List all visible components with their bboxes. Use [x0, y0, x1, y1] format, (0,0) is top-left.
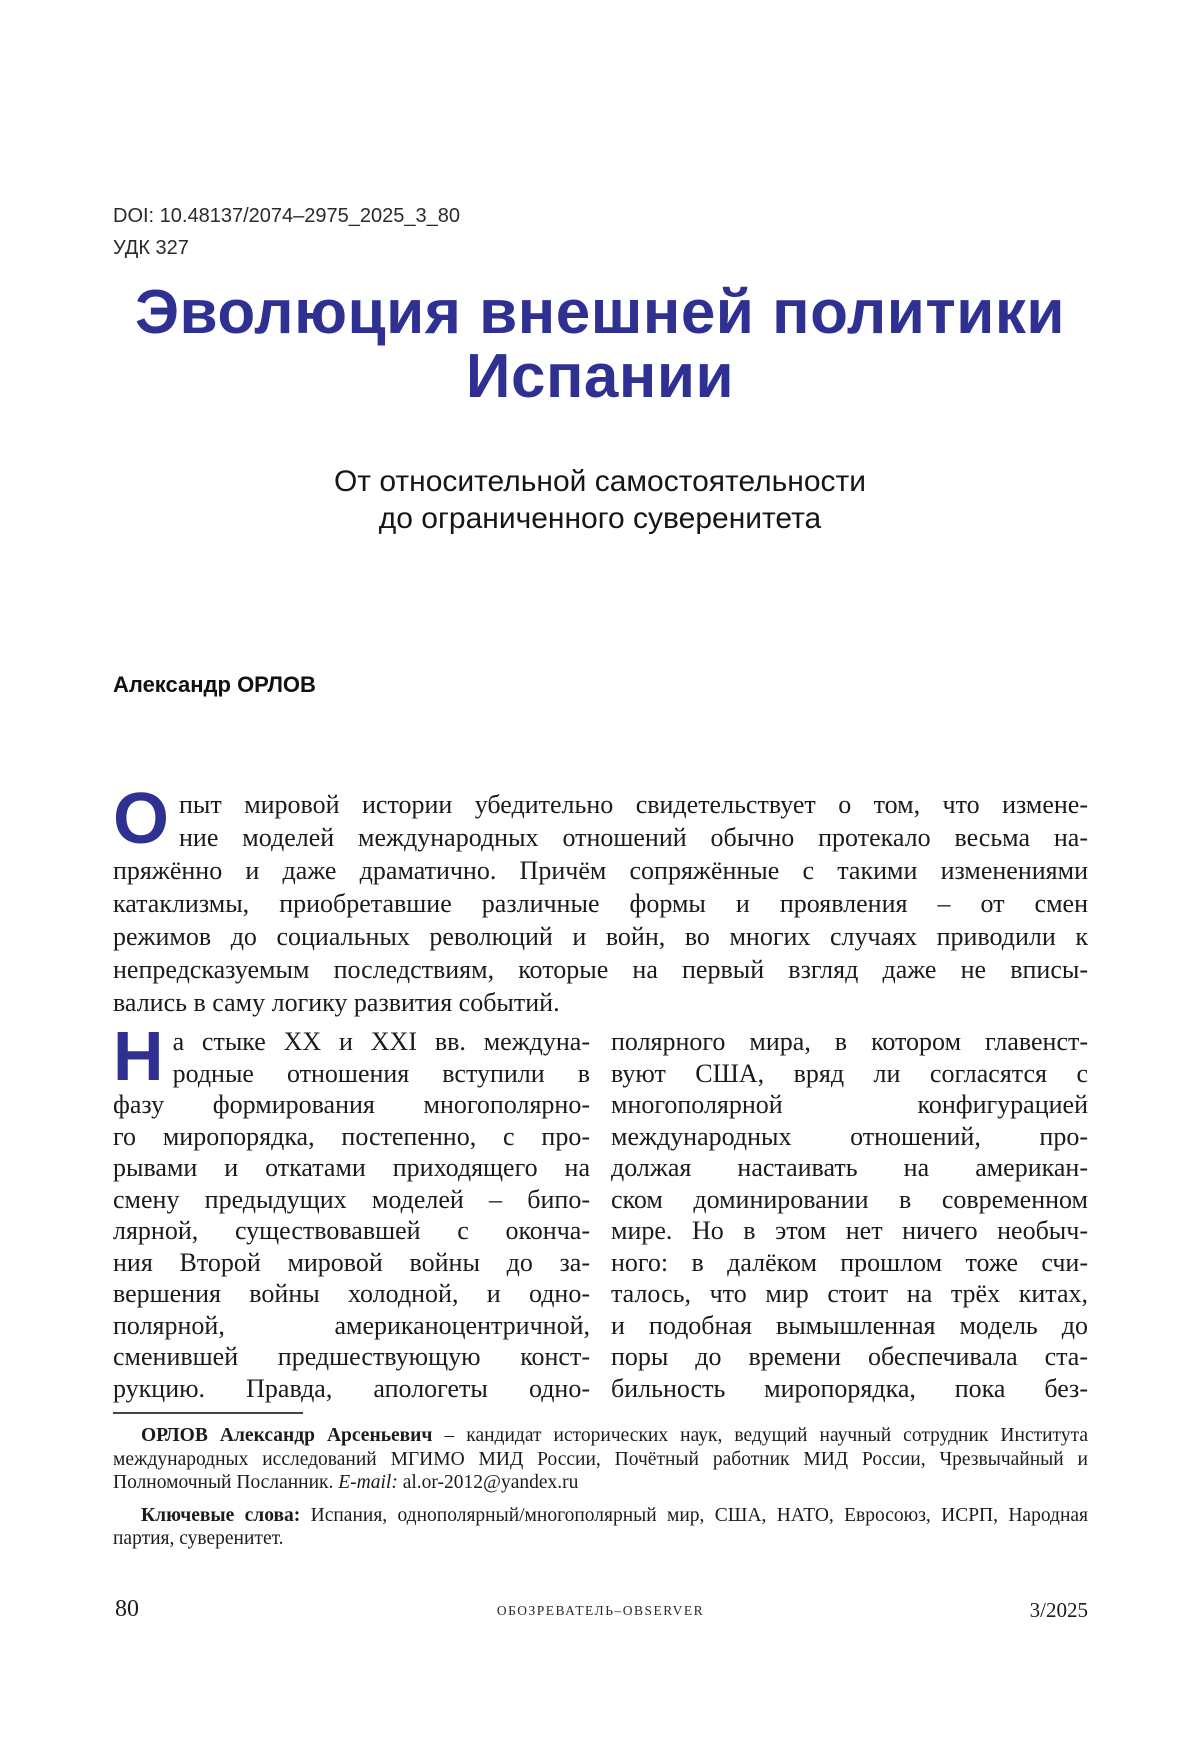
- keywords-paragraph: [113, 1504, 1088, 1551]
- author-name: Александр ОРЛОВ: [113, 672, 316, 697]
- footnote-author-name: ОРЛОВ Александр Арсеньевич: [141, 1425, 433, 1446]
- footer-issue: 3/2025: [1029, 1598, 1088, 1622]
- footnote-author-paragraph: [113, 1424, 1088, 1495]
- two-column-text: [113, 1017, 1088, 1404]
- footer-journal-name: ОБОЗРЕВАТЕЛЬ–OBSERVER: [496, 1603, 705, 1618]
- footnote-block: [113, 1412, 1088, 1551]
- article-subtitle: [0, 463, 1200, 537]
- lead-lines: пыт мировой истории убедительно свидетельствует о том, что измене- ние моделей международных отношений обычно протекало весьма на- пряжённо и даже драматично. Причём сопряжённые с такими изменениями катаклизмы, приобретавшие различные формы и проявления – от смен режимов до социальных революций и войн, во многих случаях приводили к непредсказуемым последствиям, которые на первый взгляд даже не вписы- вались в саму логику развития событий.: [113, 790, 1088, 1017]
- column-right: [611, 1026, 1088, 1404]
- title-line-1: Эволюция внешней политики: [134, 278, 1066, 347]
- title-line-2: Испании: [465, 342, 735, 411]
- footnote-email-value: al.or-2012@yandex.ru: [397, 1472, 579, 1493]
- footer-page-number: 80: [115, 1596, 139, 1622]
- left-column-dropcap: Н: [113, 1017, 164, 1095]
- left-column-lines: а стыке XX и XXI вв. междуна- родные отношения вступили в фазу формирования многополярно- го миропорядка, постепенно, с про- рывами и откатами приходящего на смену предыдущих моделей – бипо- лярной, существовавшей с оконча- ния Второй мировой войны до за- вершения войны холодной, и одно- полярной, американоцентричной, сменившей предшествующую конст- рукцию. Правда, апологеты одно-: [113, 1027, 590, 1403]
- lead-dropcap: О: [113, 779, 170, 859]
- subtitle-line-2: до ограниченного суверенитета: [378, 502, 822, 535]
- keywords-label: Ключевые слова:: [141, 1504, 301, 1526]
- keywords-text: Испания, однополярный/многополярный мир, США, НАТО, Евросоюз, ИСРП, Народная партия, суверенитет.: [113, 1504, 1089, 1549]
- footnote-rule: [113, 1412, 303, 1414]
- udk-line: УДК 327: [113, 237, 189, 259]
- right-column-lines: полярного мира, в котором главенст- вуют США, вряд ли согласятся с многополярной конфигурацией международных отношений, про- должая настаивать на американ- ском доминировании в современном мире. Но в этом нет ничего необыч- ного: в далёком прошлом тоже счи- талось, что мир стоит на трёх китах, и подобная вымышленная модель до поры до времени обеспечивала ста- бильность миропорядка, пока без-: [611, 1027, 1088, 1403]
- footnote-email-label: E-mail:: [338, 1472, 398, 1493]
- doi-line: DOI: 10.48137/2074–2975_2025_3_80: [113, 205, 460, 227]
- footnote-author-info: – кандидат исторических наук, ведущий научный сотрудник Института международных исследований МГИМО МИД России, Почётный работник МИД России, Чрезвычайный и Полномочный Посланник.: [113, 1425, 1088, 1493]
- subtitle-line-1: От относительной самостоятельности: [333, 465, 867, 498]
- article-title: [0, 278, 1200, 411]
- column-left: [113, 1017, 590, 1404]
- page-footer: [113, 1596, 1088, 1626]
- lead-paragraph: [113, 779, 1088, 1019]
